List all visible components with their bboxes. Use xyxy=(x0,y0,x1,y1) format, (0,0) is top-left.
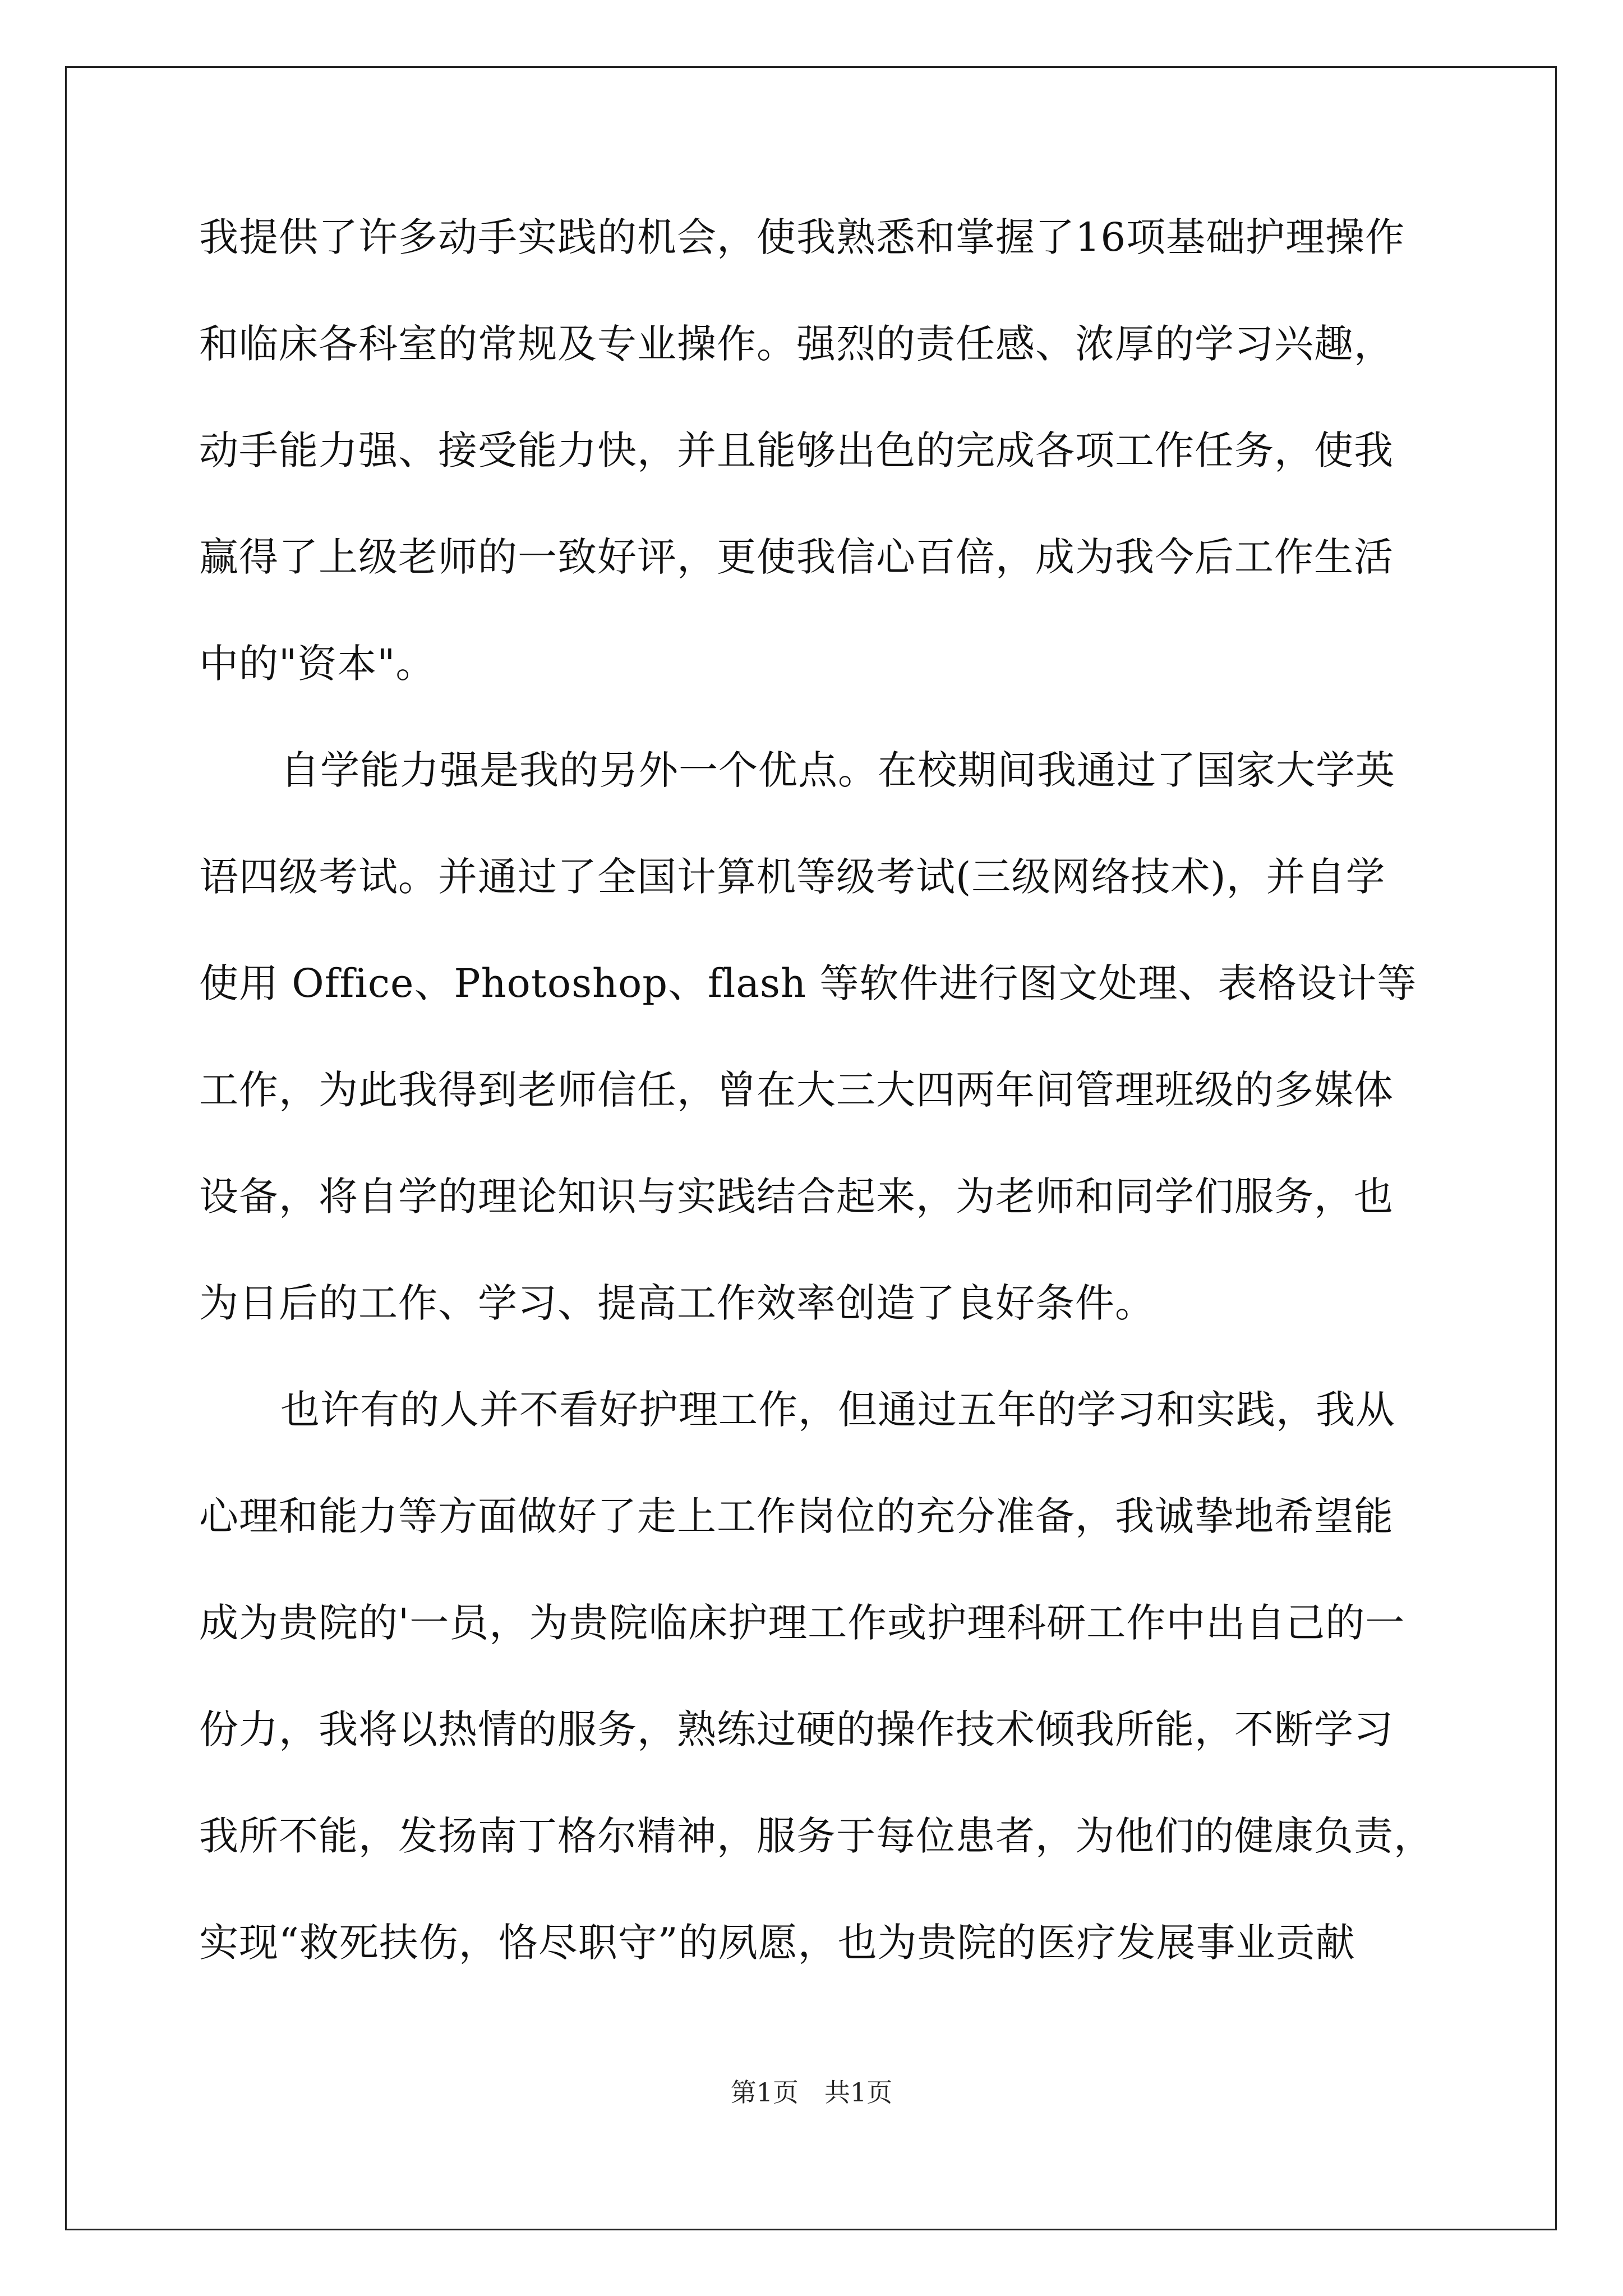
paragraph-2-line-1: 自学能力强是我的另外一个优点。在校期间我通过了国家大学英 xyxy=(280,747,1395,793)
paragraph-3-line-6: 实现“救死扶伤，恪尽职守”的夙愿，也为贵院的医疗发展事业贡献 xyxy=(199,1920,1355,1966)
paragraph-3-line-4: 份力，我将以热情的服务，熟练过硬的操作技术倾我所能，不断学习 xyxy=(199,1706,1394,1752)
paragraph-1-line-3: 动手能力强、接受能力快，并且能够出色的完成各项工作任务，使我 xyxy=(199,427,1394,473)
paragraph-3-line-1: 也许有的人并不看好护理工作，但通过五年的学习和实践，我从 xyxy=(280,1387,1395,1433)
paragraph-2-line-4: 工作，为此我得到老师信任，曾在大三大四两年间管理班级的多媒体 xyxy=(199,1067,1394,1113)
paragraph-1-line-5: 中的"资本"。 xyxy=(199,641,436,687)
paragraph-3-line-3: 成为贵院的'一员，为贵院临床护理工作或护理科研工作中出自己的一 xyxy=(199,1600,1405,1646)
paragraph-3-line-5: 我所不能，发扬南丁格尔精神，服务于每位患者，为他们的健康负责， xyxy=(199,1813,1433,1859)
paragraph-3-line-2: 心理和能力等方面做好了走上工作岗位的充分准备，我诚挚地希望能 xyxy=(199,1493,1394,1539)
paragraph-2-line-3: 使用 Office、Photoshop、flash 等软件进行图文处理、表格设计等 xyxy=(199,960,1417,1006)
paragraph-1-line-2: 和临床各科室的常规及专业操作。强烈的责任感、浓厚的学习兴趣， xyxy=(199,321,1394,367)
document-body xyxy=(199,212,1433,2024)
paragraph-2-line-6: 为日后的工作、学习、提高工作效率创造了良好条件。 xyxy=(199,1280,1155,1326)
page-footer: 第1页 共1页 xyxy=(730,2077,893,2108)
paragraph-1-line-1: 我提供了许多动手实践的机会，使我熟悉和掌握了16项基础护理操作 xyxy=(199,214,1405,260)
paragraph-2-line-2: 语四级考试。并通过了全国计算机等级考试(三级网络技术)，并自学 xyxy=(199,854,1386,900)
paragraph-1-line-4: 赢得了上级老师的一致好评，更使我信心百倍，成为我今后工作生活 xyxy=(199,534,1394,580)
paragraph-2-line-5: 设备，将自学的理论知识与实践结合起来，为老师和同学们服务，也 xyxy=(199,1174,1394,1220)
